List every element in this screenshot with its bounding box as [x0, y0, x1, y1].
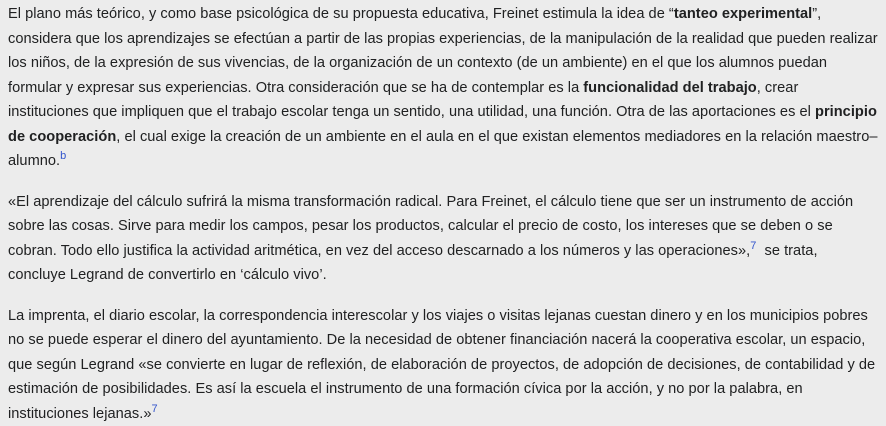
paragraph-1-text-2: ”, considera que los aprendizajes se efectúan a partir de las propias experiencias, de la manipulación de la realidad que pueden realizar los niños, de la expresión de sus vivencias, de la organización de un contexto (de un ambiente) en el que los alumnos puedan formular y expresar sus experiencias. Otra consideración que se ha de contemplar es la	[8, 6, 878, 96]
footnote-link-7[interactable]: 7	[750, 240, 756, 252]
paragraph-2-text-2: se trata, concluye Legrand de convertirlo en ‘cálculo vivo’.	[8, 243, 822, 284]
footnote-ref-7-second[interactable]	[151, 403, 157, 415]
bold-principio-de-cooperacion: principio de cooperación	[8, 104, 877, 145]
paragraph-2-text-1: «El aprendizaje del cálculo sufrirá la misma transformación radical. Para Freinet, el cálculo tiene que ser un instrumento de acción sobre las cosas. Sirve para medir los campos, pesar los productos, calcular el precio de costo, los intereses que se deben o se cobran. Todo ello justifica la actividad aritmética, en vez del acceso descarnado a los números y las operaciones»,	[8, 194, 853, 259]
paragraph-3-text-1: La imprenta, el diario escolar, la correspondencia interescolar y los viajes o visitas lejanas cuestan dinero y en los municipios pobres no se puede esperar el dinero del ayuntamiento. De la necesidad de obtener financiación nacerá la cooperativa escolar, un espacio, que según Legrand «se convierte en lugar de reflexión, de elaboración de proyectos, de adopción de decisiones, de contabilidad y de estimación de posibilidades. Es así la escuela el instrumento de una formación cívica por la acción, y no por la palabra, en instituciones lejanas.»	[8, 308, 875, 422]
footnote-link-7-second[interactable]: 7	[151, 403, 157, 415]
paragraph-1-text-1: El plano más teórico, y como base psicológica de su propuesta educativa, Freinet estimula la idea de “	[8, 6, 674, 22]
paragraph-calculo-vivo	[8, 190, 878, 288]
bold-tanteo-experimental: tanteo experimental	[674, 6, 812, 22]
bold-funcionalidad-del-trabajo: funcionalidad del trabajo	[583, 80, 756, 96]
paragraph-1-text-4: , el cual exige la creación de un ambiente en el aula en el que existan elementos mediadores en la relación maestro–alumno.	[8, 129, 877, 170]
paragraph-1-text-3: , crear instituciones que impliquen que el trabajo escolar tenga un sentido, una utilidad, una función. Otra de las aportaciones es el	[8, 80, 815, 121]
footnote-link-b[interactable]: b	[60, 150, 66, 162]
footnote-ref-b[interactable]	[60, 150, 66, 162]
paragraph-tanteo-experimental	[8, 2, 878, 174]
paragraph-cooperativa-escolar	[8, 304, 878, 426]
